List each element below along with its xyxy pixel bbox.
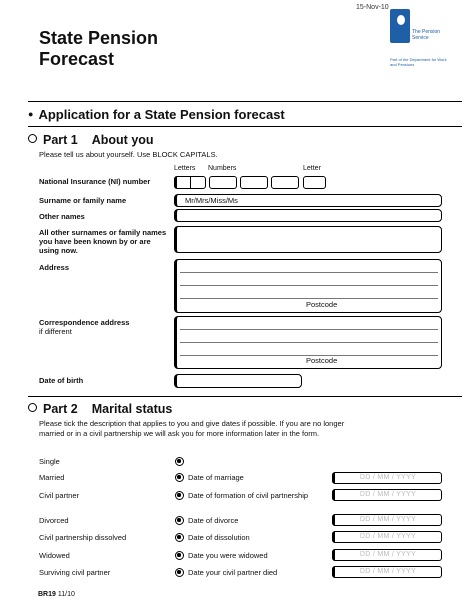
dissolution-date-field[interactable]: DD / MM / YYYY	[332, 531, 442, 543]
correspondence-label-main: Correspondence address	[39, 318, 130, 327]
address-line	[180, 272, 438, 273]
ni-numbers-field-3[interactable]	[271, 176, 299, 189]
dissolution-date-label: Date of dissolution	[188, 533, 250, 542]
part1-title: About you	[91, 133, 154, 147]
correspondence-line	[180, 329, 438, 330]
address-line	[180, 285, 438, 286]
ni-numbers-field-1[interactable]	[209, 176, 237, 189]
correspondence-label	[39, 318, 169, 336]
other-surnames-field[interactable]	[174, 226, 442, 253]
divorce-date-label: Date of divorce	[188, 516, 239, 525]
form-version: 11/10	[57, 591, 75, 598]
status-widowed-radio[interactable]	[175, 551, 184, 560]
surname-label: Surname or family name	[39, 196, 127, 205]
ni-label: National Insurance (NI) number	[39, 177, 151, 186]
pension-service-logo	[390, 9, 450, 71]
ni-numbers-label: Numbers	[208, 165, 237, 172]
part2-intro: Please tick the description that applies to you and give dates if possible. If you are no longer married or in a civil partnership we will ask you for more information later in the form.	[39, 419, 345, 438]
status-divorced-label: Divorced	[39, 516, 69, 525]
logo-mark-icon	[390, 9, 410, 43]
status-married-radio[interactable]	[175, 473, 184, 482]
civil-partnership-date-label: Date of formation of civil partnership	[188, 491, 309, 500]
ni-numbers-field-2[interactable]	[240, 176, 268, 189]
partner-died-date-field[interactable]: DD / MM / YYYY	[332, 566, 442, 578]
divorce-date-field[interactable]: DD / MM / YYYY	[332, 514, 442, 526]
dob-label: Date of birth	[39, 376, 84, 385]
widowed-date-label: Date you were widowed	[188, 551, 268, 560]
status-widowed-label: Widowed	[39, 551, 70, 560]
ni-letter-label: Letter	[303, 165, 321, 172]
logo-subtext: Part of the Department for Work and Pensions	[390, 57, 447, 67]
other-names-label: Other names	[39, 212, 85, 221]
form-code-id: BR19	[38, 591, 56, 598]
divider-part2	[28, 396, 462, 397]
status-civil-partner-label: Civil partner	[39, 491, 80, 500]
status-surviving-label: Surviving civil partner	[39, 568, 111, 577]
civil-partnership-date-field[interactable]: DD / MM / YYYY	[332, 489, 442, 501]
other-names-field[interactable]	[174, 209, 442, 222]
status-surviving-radio[interactable]	[175, 568, 184, 577]
status-married-label: Married	[39, 473, 65, 482]
ni-letters-label: Letters	[174, 165, 196, 172]
part1-intro: Please tell us about yourself. Use BLOCK CAPITALS.	[39, 150, 218, 159]
title-line-1: State Pension	[39, 28, 159, 48]
status-divorced-radio[interactable]	[175, 516, 184, 525]
widowed-date-field[interactable]: DD / MM / YYYY	[332, 549, 442, 561]
partner-died-date-label: Date your civil partner died	[188, 568, 278, 577]
status-civil-partner-radio[interactable]	[175, 491, 184, 500]
ni-letter-field[interactable]	[303, 176, 326, 189]
part2-heading	[28, 402, 172, 416]
logo-text: The Pension Service	[412, 29, 441, 41]
part1-heading	[28, 133, 154, 147]
page-title	[39, 28, 239, 70]
divider-top	[28, 101, 462, 102]
status-single-radio[interactable]	[175, 457, 184, 466]
status-single-label: Single	[39, 457, 60, 466]
marriage-date-field[interactable]: DD / MM / YYYY	[332, 472, 442, 484]
postcode-label: Postcode	[306, 300, 338, 309]
part2-title: Marital status	[91, 402, 173, 416]
address-field[interactable]	[174, 259, 442, 313]
address-label: Address	[39, 263, 70, 272]
other-surnames-label: All other surnames or family names you have been known by or are using now.	[39, 228, 167, 255]
circle-bullet-icon	[28, 134, 37, 143]
circle-bullet-icon	[28, 403, 37, 412]
status-dissolved-label: Civil partnership dissolved	[39, 533, 127, 542]
title-prefill: Mr/Mrs/Miss/Ms	[185, 196, 238, 205]
correspondence-line	[180, 342, 438, 343]
address-line	[180, 298, 438, 299]
dob-field[interactable]	[174, 374, 302, 388]
marriage-date-label: Date of marriage	[188, 473, 244, 482]
ni-letters-field[interactable]	[174, 176, 206, 189]
correspondence-label-sub: if different	[39, 327, 72, 336]
divider-main	[28, 126, 462, 127]
title-line-2: Forecast	[39, 49, 115, 69]
postcode-label-2: Postcode	[306, 356, 338, 365]
print-date: 15-Nov-10	[356, 4, 389, 11]
part2-label: Part 2	[43, 402, 78, 416]
part1-label: Part 1	[43, 133, 78, 147]
form-code	[38, 591, 75, 598]
main-heading: ● Application for a State Pension forecast	[28, 107, 285, 122]
correspondence-address-field[interactable]	[174, 316, 442, 369]
status-dissolved-radio[interactable]	[175, 533, 184, 542]
